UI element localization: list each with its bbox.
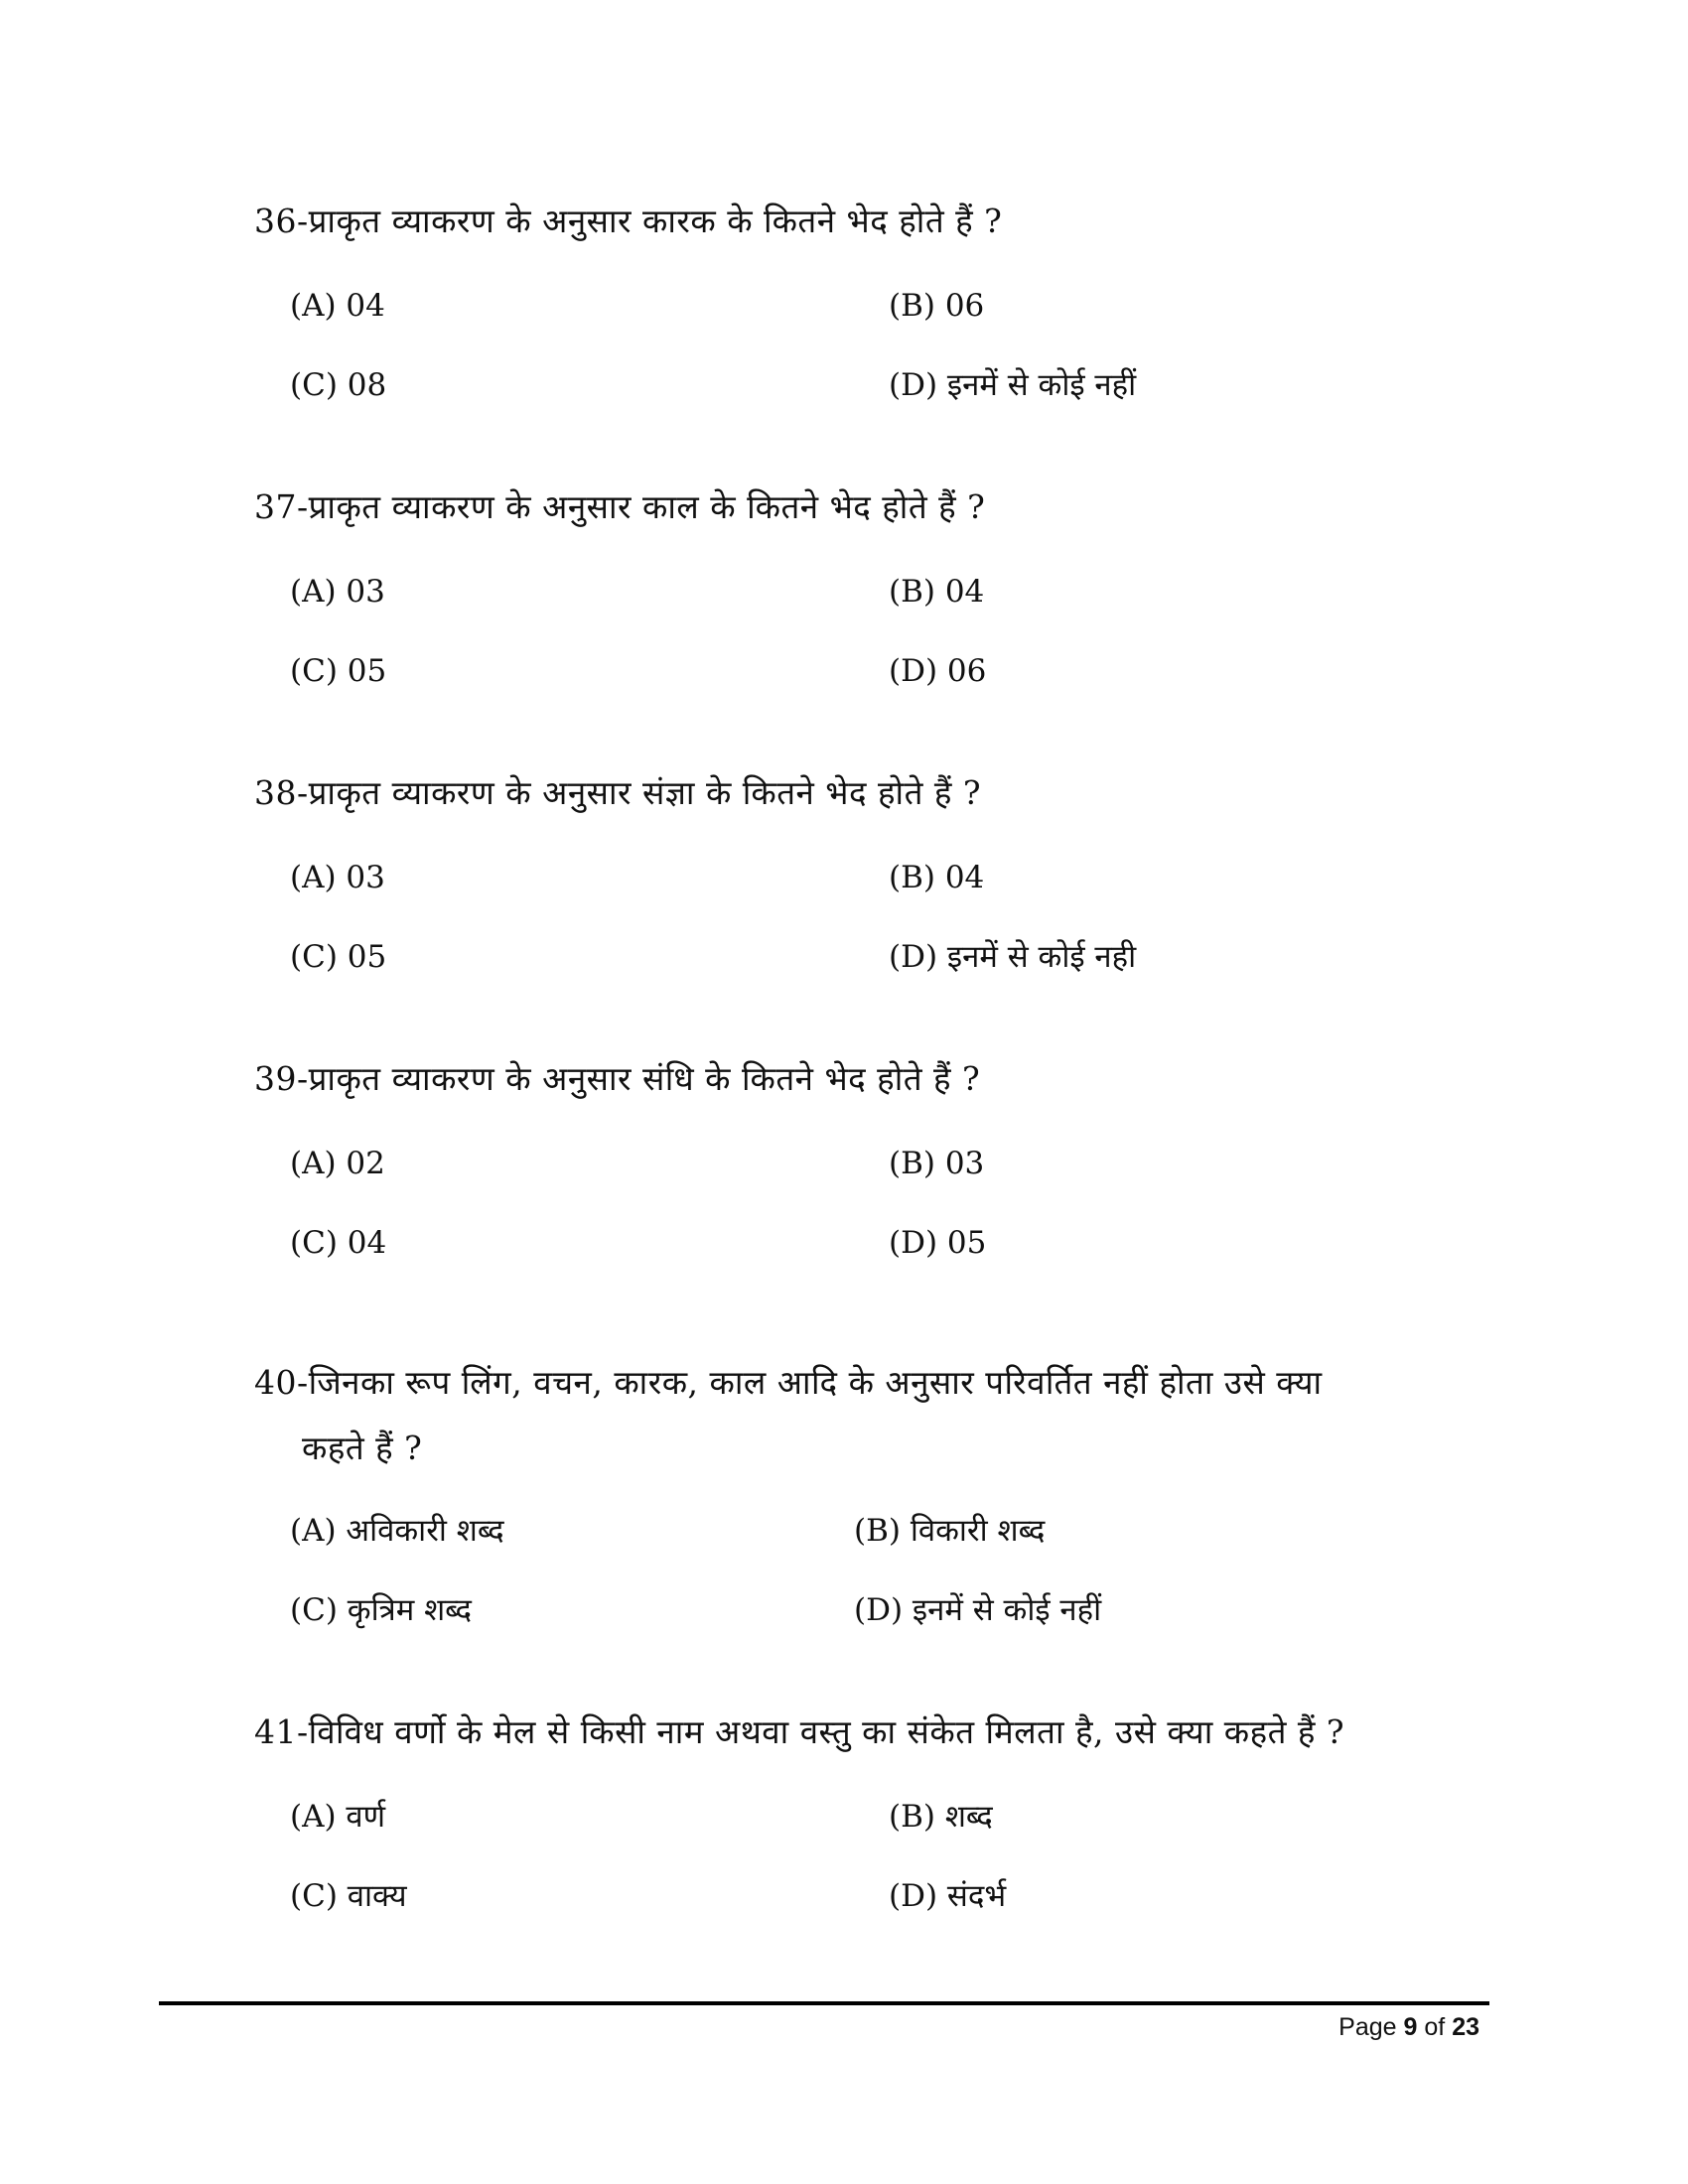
page-number: 9 — [1403, 2013, 1418, 2041]
option-c: (C) 05 — [290, 653, 387, 689]
of-word: of — [1424, 2013, 1446, 2041]
option-b: (B) 04 — [889, 574, 985, 610]
option-a: (A) 04 — [290, 288, 385, 324]
question-text: 37-प्राकृत व्याकरण के अनुसार काल के कितने भेद होते हैं ? — [254, 487, 986, 526]
option-b: (B) 04 — [889, 860, 985, 895]
option-b: (B) विकारी शब्द — [854, 1513, 1046, 1549]
footer-divider — [159, 2001, 1489, 2005]
question-text: 36-प्राकृत व्याकरण के अनुसार कारक के कितने भेद होते हैं ? — [254, 202, 1003, 240]
option-d: (D) 06 — [889, 653, 987, 689]
option-a: (A) 03 — [290, 860, 385, 895]
question-41 — [254, 1700, 1485, 1765]
question-40 — [254, 1350, 1485, 1481]
option-d: (D) इनमें से कोई नहीं — [854, 1592, 1102, 1628]
option-d: (D) संदर्भ — [889, 1878, 1007, 1914]
option-b: (B) 03 — [889, 1146, 985, 1181]
option-a: (A) वर्ण — [290, 1799, 386, 1835]
option-d: (D) 05 — [889, 1225, 987, 1261]
question-text: 41-विविध वर्णो के मेल से किसी नाम अथवा वस्तु का संकेत मिलता है, उसे क्या कहते हैं ? — [254, 1712, 1345, 1751]
total-pages: 23 — [1452, 2013, 1479, 2041]
option-c: (C) 08 — [290, 367, 387, 403]
option-c: (C) 05 — [290, 939, 387, 975]
question-36 — [254, 189, 1485, 254]
question-text: 38-प्राकृत व्याकरण के अनुसार संज्ञा के कितने भेद होते हैं ? — [254, 773, 982, 812]
option-b: (B) शब्द — [889, 1799, 993, 1835]
option-d: (D) इनमें से कोई नही — [889, 939, 1137, 975]
option-c: (C) वाक्य — [290, 1878, 407, 1914]
question-39 — [254, 1046, 1485, 1112]
option-a: (A) 02 — [290, 1146, 385, 1181]
option-c: (C) 04 — [290, 1225, 387, 1261]
option-a: (A) अविकारी शब्द — [290, 1513, 504, 1549]
option-b: (B) 06 — [889, 288, 985, 324]
question-text-line-2: कहते हैं ? — [302, 1429, 423, 1467]
question-38 — [254, 760, 1485, 826]
page-footer — [1338, 2013, 1479, 2042]
option-c: (C) कृत्रिम शब्द — [290, 1592, 472, 1628]
page-word: Page — [1338, 2013, 1397, 2041]
option-d: (D) इनमें से कोई नहीं — [889, 367, 1137, 403]
question-text-line-1: 40-जिनका रूप लिंग, वचन, कारक, काल आदि के अनुसार परिवर्तित नहीं होता उसे क्या — [254, 1363, 1323, 1402]
question-text: 39-प्राकृत व्याकरण के अनुसार संधि के कितने भेद होते हैं ? — [254, 1059, 981, 1098]
question-37 — [254, 475, 1485, 540]
option-a: (A) 03 — [290, 574, 385, 610]
